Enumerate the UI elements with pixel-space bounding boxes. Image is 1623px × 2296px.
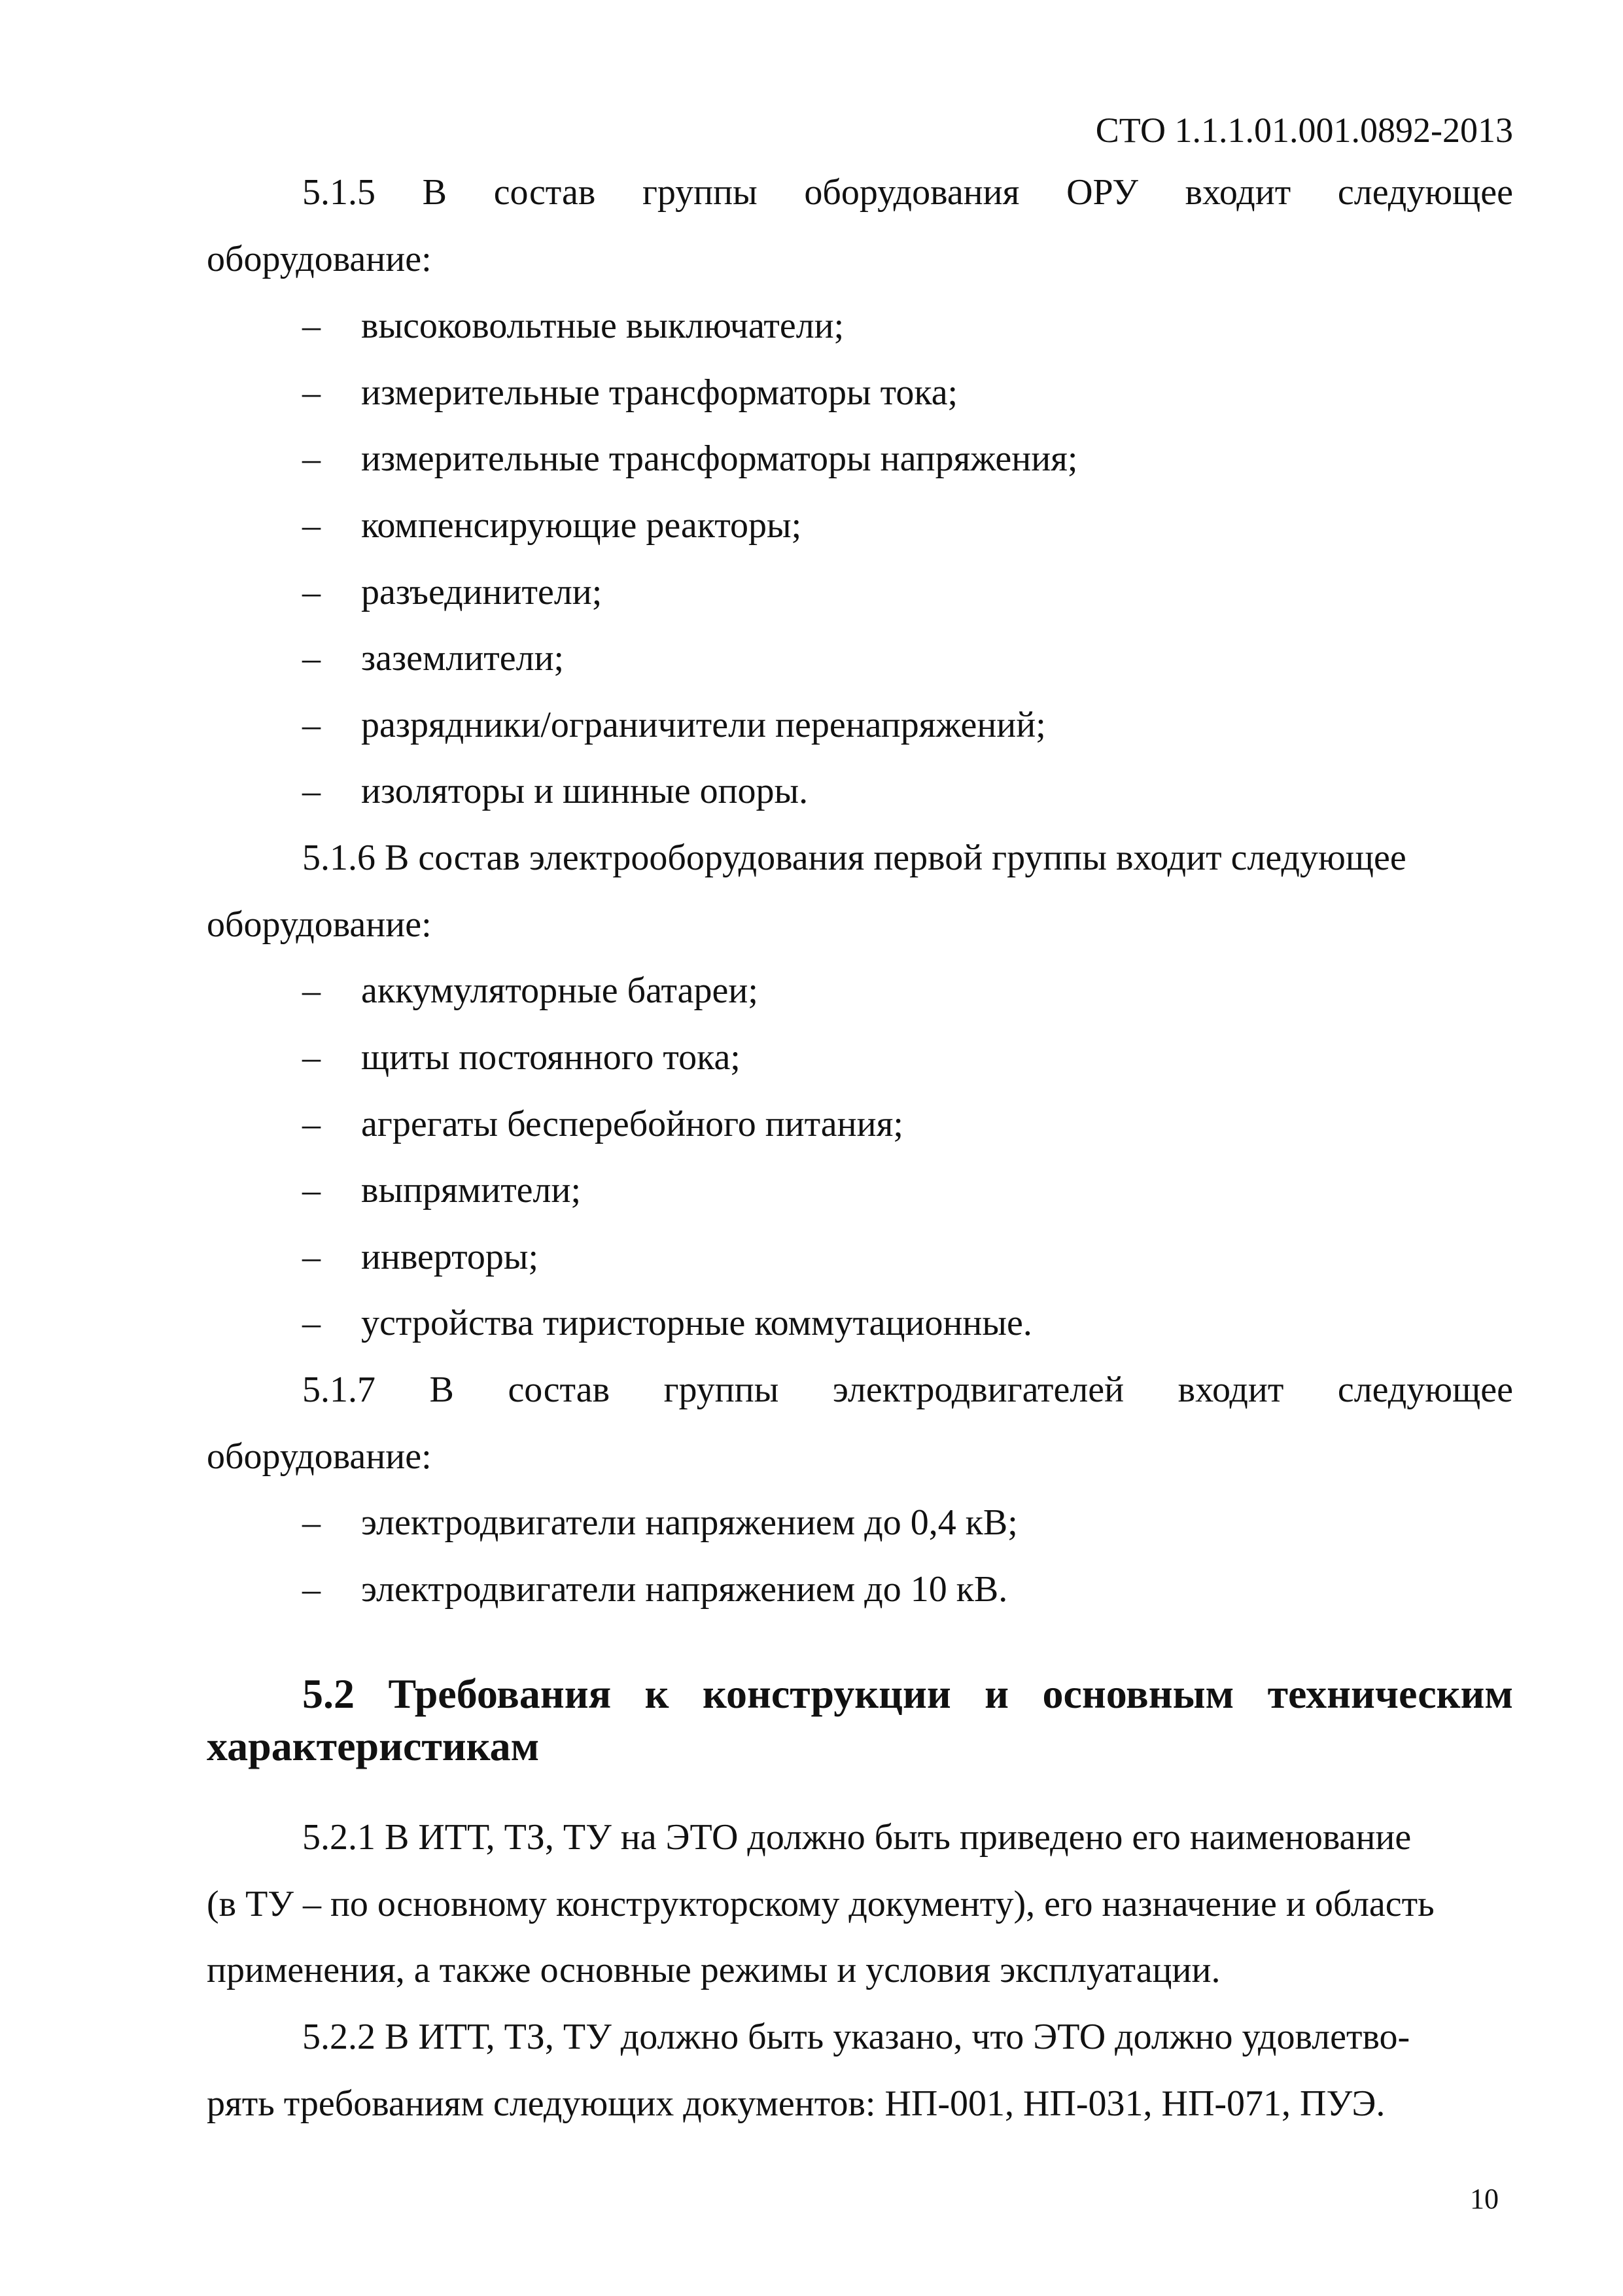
list-item: – измерительные трансформаторы тока; [302, 372, 958, 413]
list-item: – измерительные трансформаторы напряжения; [302, 438, 1078, 479]
list-item: – разрядники/ограничители перенапряжений; [302, 705, 1046, 745]
list-item: – высоковольтные выключатели; [302, 306, 845, 346]
heading-word: Требования [388, 1670, 612, 1717]
section-5-1-6-intro: 5.1.6 В состав электрооборудования первой группы входит следующее [302, 838, 1406, 878]
list-item: – изоляторы и шинные опоры. [302, 771, 809, 811]
word: входит [1178, 1369, 1284, 1410]
word: 5.1.5 [302, 172, 375, 213]
heading-word: основным [1042, 1670, 1234, 1717]
section-5-1-7-intro [302, 1369, 1513, 1411]
section-5-2-2-line-2: рять требованиям следующих документов: НП-001, НП-031, НП-071, ПУЭ. [207, 2083, 1386, 2124]
word: группы [642, 172, 758, 213]
word: В [422, 172, 447, 213]
word: входит [1185, 172, 1291, 213]
list-item: – электродвигатели напряжением до 10 кВ. [302, 1569, 1008, 1610]
section-5-1-5-intro [302, 171, 1513, 213]
section-5-2-heading [302, 1670, 1513, 1718]
word: состав [508, 1369, 610, 1410]
word: ОРУ [1066, 172, 1138, 213]
list-item: – щиты постоянного тока; [302, 1037, 741, 1078]
word: состав [493, 172, 596, 213]
section-5-2-1-line-1: 5.2.1 В ИТТ, ТЗ, ТУ на ЭТО должно быть приведено его наименование [302, 1817, 1412, 1858]
list-item: – инверторы; [302, 1237, 539, 1277]
section-5-2-2-line-1: 5.2.2 В ИТТ, ТЗ, ТУ должно быть указано, что ЭТО должно удовлетво- [302, 2017, 1410, 2057]
word: следующее [1337, 1369, 1513, 1410]
section-5-2-heading-cont: характеристикам [207, 1723, 540, 1769]
word: оборудования [804, 172, 1020, 213]
list-item: – аккумуляторные батареи; [302, 970, 758, 1011]
section-5-1-7-intro-cont: оборудование: [207, 1436, 432, 1477]
heading-word: 5.2 [302, 1670, 355, 1717]
section-5-2-1-line-3: применения, а также основные режимы и условия эксплуатации. [207, 1950, 1221, 1990]
word: следующее [1337, 172, 1513, 213]
list-item: – компенсирующие реакторы; [302, 505, 802, 546]
list-item: – выпрямители; [302, 1170, 581, 1210]
word: электродвигателей [832, 1369, 1125, 1410]
word: В [429, 1369, 454, 1410]
heading-word: конструкции [702, 1670, 951, 1717]
page-number: 10 [1470, 2183, 1499, 2215]
word: 5.1.7 [302, 1369, 375, 1410]
heading-word: и [985, 1670, 1009, 1717]
section-5-1-6-intro-cont: оборудование: [207, 904, 432, 945]
heading-word: к [644, 1670, 669, 1717]
list-item: – заземлители; [302, 638, 565, 679]
list-item: – устройства тиристорные коммутационные. [302, 1303, 1032, 1343]
section-5-1-5-intro-cont: оборудование: [207, 239, 432, 279]
document-code: СТО 1.1.1.01.001.0892-2013 [1095, 111, 1513, 150]
heading-word: техническим [1267, 1670, 1513, 1717]
word: группы [663, 1369, 779, 1410]
list-item: – разъединители; [302, 572, 602, 612]
list-item: – электродвигатели напряжением до 0,4 кВ; [302, 1502, 1018, 1543]
section-5-2-1-line-2: (в ТУ – по основному конструкторскому документу), его назначение и область [207, 1884, 1435, 1924]
list-item: – агрегаты бесперебойного питания; [302, 1104, 903, 1144]
